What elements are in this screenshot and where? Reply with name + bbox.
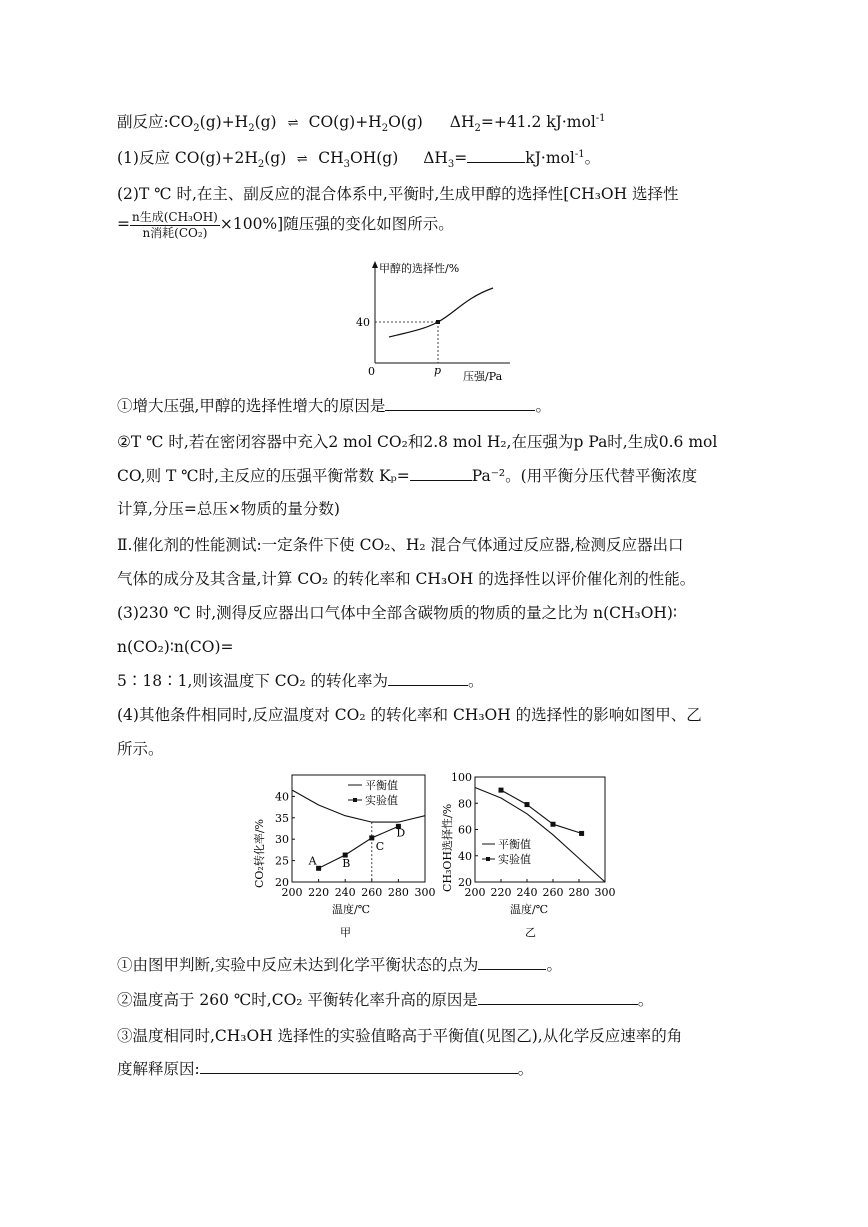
question-2-2a: ②T ℃ 时,若在密闭容器中充入2 mol CO₂和2.8 mol H₂,在压强为p Pa时,生成0.6 mol <box>117 433 718 451</box>
selectivity-fraction: $\frac{\text{n生成(CH₃OH)}}{\text{n消耗(CO₂)}}$ <box>132 209 218 240</box>
chart-jia-legend-eq: 平衡值 <box>365 779 398 792</box>
chart-yi-legend-exp: 实验值 <box>498 853 531 866</box>
chart-yi-point <box>551 822 556 827</box>
chart-yi-legend-eq: 平衡值 <box>498 838 531 851</box>
chart-yi-xtick-label: 260 <box>542 886 564 899</box>
question-3b: n(CO₂)∶n(CO)= <box>117 638 234 656</box>
chart-yi-series-experimental <box>501 790 582 833</box>
answer-blank-q2-1[interactable] <box>385 396 535 411</box>
chart-jia-point <box>316 866 321 871</box>
chart-yi-point <box>499 788 504 793</box>
chart-yi-ylabel: CH₃OH选择性/% <box>441 803 454 892</box>
chart-yi-xtick-label: 240 <box>516 886 538 899</box>
chart-jia-legend <box>348 778 398 807</box>
chart-yi-point <box>579 831 584 836</box>
reversible-arrow-icon: ⇌ <box>296 152 308 167</box>
chart1-curve <box>389 288 493 337</box>
chart-jia-caption: 甲 <box>340 926 351 939</box>
chart-yi <box>440 770 620 942</box>
chart-yi-xtick-label: 280 <box>568 886 590 899</box>
chart-jia-xtick-label: 280 <box>387 886 409 899</box>
chart-yi-legend <box>482 837 531 866</box>
chart-yi-xtick-label: 300 <box>594 886 616 899</box>
section-2-line-a: Ⅱ.催化剂的性能测试:一定条件下使 CO₂、H₂ 混合气体通过反应器,检测反应器出口 <box>117 536 684 554</box>
answer-blank-dh3[interactable] <box>467 148 525 163</box>
chart-yi-ytick-label: 100 <box>451 771 472 784</box>
question-4-3a: ③温度相同时,CH₃OH 选择性的实验值略高于平衡值(见图乙),从化学反应速率的角 <box>117 1027 683 1045</box>
chart-jia <box>250 770 440 942</box>
chart-jia-ylabel: CO₂转化率/% <box>253 818 266 888</box>
pressure-selectivity-chart <box>355 258 525 383</box>
answer-blank-q4-3[interactable] <box>200 1059 518 1074</box>
chart-yi-point <box>525 802 530 807</box>
chart-jia-ytick-label: 35 <box>275 811 289 825</box>
chart-yi-ytick-label: 40 <box>458 849 472 863</box>
question-3c: 5∶18∶1,则该温度下 CO₂ 的转化率为 。 <box>117 672 484 690</box>
chart-jia-xtick-label: 200 <box>281 886 303 899</box>
question-4-1: ①由图甲判断,实验中反应未达到化学平衡状态的点为 。 <box>117 956 562 974</box>
chart-yi-xtick-label: 220 <box>490 886 512 899</box>
question-2-2c: 计算,分压=总压×物质的量分数) <box>117 500 340 518</box>
chart-jia-point-label: A <box>308 854 317 868</box>
question-4a: (4)其他条件相同时,反应温度对 CO₂ 的转化率和 CH₃OH 的选择性的影响如图甲、乙 <box>117 706 702 724</box>
chart-jia-ytick-label: 40 <box>275 790 289 804</box>
question-4-2: ②温度高于 260 ℃时,CO₂ 平衡转化率升高的原因是 。 <box>117 991 654 1009</box>
chart-jia-ytick-label: 25 <box>275 854 289 868</box>
chart-jia-point-label: C <box>375 839 385 853</box>
question-2-intro: (2)T ℃ 时,在主、副反应的混合体系中,平衡时,生成甲醇的选择性[CH₃OH 选择性 <box>117 185 679 203</box>
chart-yi-caption: 乙 <box>525 926 536 939</box>
question-1: (1)反应 $CO(g)+2H_2(g)$ ⇌ $CH_3OH(g)$ $\Delta H_3= kJ\cdot mol^{-1}$。 <box>117 148 601 171</box>
chart-jia-xtick-label: 220 <box>308 886 330 899</box>
chart-jia-legend-exp: 实验值 <box>365 794 398 807</box>
chart1-xtick-p: p <box>434 364 442 377</box>
chart-jia-xlabel: 温度/℃ <box>332 903 371 916</box>
question-3a: (3)230 ℃ 时,测得反应器出口气体中全部含碳物质的物质的量之比为 n(CH₃OH)∶ <box>117 604 678 622</box>
question-2-fraction-line: = $\frac{\text{n生成(CH₃OH)}}{\text{n消耗(CO₂)}}$ ×100%]随压强的变化如图所示。 <box>117 209 454 240</box>
section-2-line-b: 气体的成分及其含量,计算 CO₂ 的转化率和 CH₃OH 的选择性以评价催化剂的性能。 <box>117 570 696 588</box>
chart-jia-ytick-label: 30 <box>275 833 289 847</box>
chart-yi-ytick-label: 60 <box>458 823 472 837</box>
chart-yi-ytick-label: 20 <box>458 876 472 889</box>
chart1-xlabel: 压强/Pa <box>463 370 503 383</box>
chart1-ylabel: 甲醇的选择性/% <box>379 262 460 275</box>
answer-blank-kp[interactable] <box>410 466 472 481</box>
question-2-1: ①增大压强,甲醇的选择性增大的原因是 。 <box>117 397 551 415</box>
reversible-arrow-icon: ⇌ <box>287 116 298 131</box>
answer-blank-q4-2[interactable] <box>478 990 638 1005</box>
question-4b: 所示。 <box>117 740 164 758</box>
chart-yi-xtick-label: 200 <box>464 886 486 899</box>
chart1-marked-point <box>436 320 440 324</box>
chart-yi-ytick-label: 80 <box>458 797 472 811</box>
chart-yi-series-equilibrium <box>475 788 605 883</box>
chart-jia-point-label: B <box>342 857 351 871</box>
side-reaction-line: 副反应$:CO_2(g)+H_2(g)$ ⇌ $CO(g)+H_2O(g)$ $\Delta H_2=+41.2$ kJ·mol$^{-1}$ <box>117 112 606 135</box>
chart-jia-series-experimental <box>319 826 399 871</box>
answer-blank-q3[interactable] <box>388 671 468 686</box>
question-4-3b: 度解释原因: 。 <box>117 1060 534 1078</box>
chart-jia-xtick-label: 300 <box>414 886 436 899</box>
chart-jia-xtick-label: 260 <box>361 886 383 899</box>
chart-jia-point-label: D <box>396 826 406 840</box>
chart-jia-xtick-label: 240 <box>334 886 356 899</box>
question-2-2b: CO,则 T ℃时,主反应的压强平衡常数 Kₚ= Pa⁻²。(用平衡分压代替平衡浓度 <box>117 467 698 485</box>
chart-jia-series-equilibrium <box>292 790 425 822</box>
chart-jia-ytick-label: 20 <box>275 876 289 889</box>
chart-yi-xlabel: 温度/℃ <box>510 903 549 916</box>
chart1-ytick-40: 40 <box>356 316 370 329</box>
answer-blank-q4-1[interactable] <box>478 955 546 970</box>
chart1-origin: 0 <box>368 365 375 378</box>
